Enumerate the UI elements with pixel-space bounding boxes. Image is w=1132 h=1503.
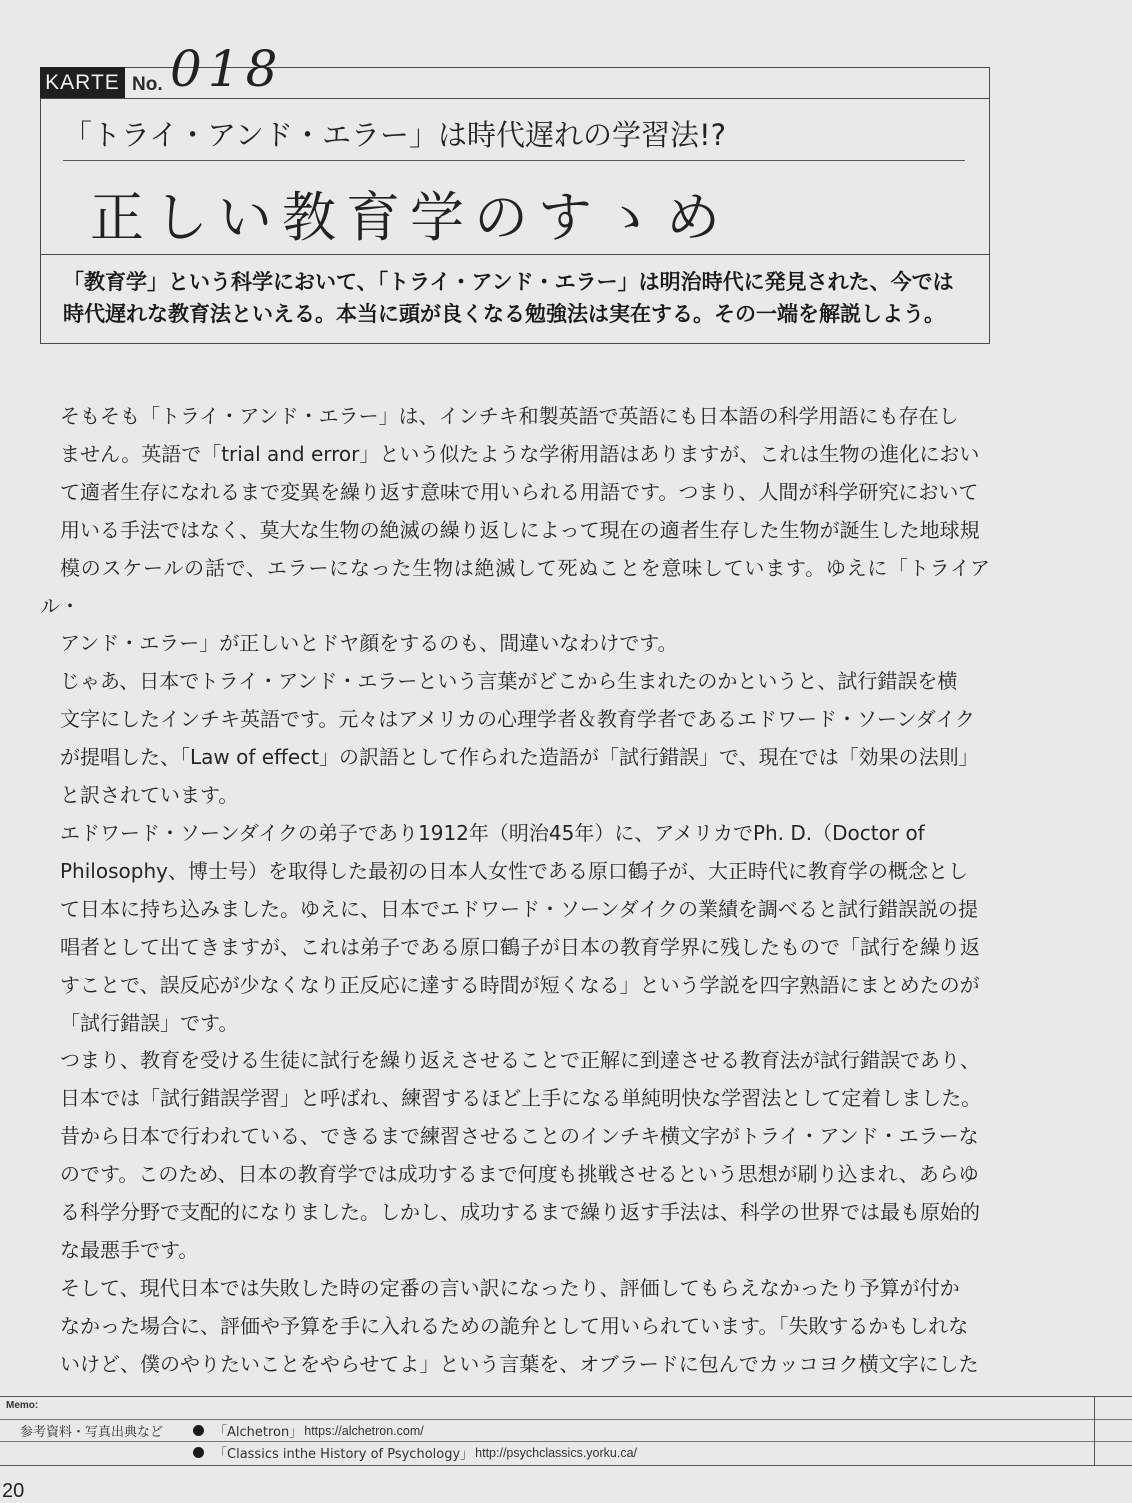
lead-line: 時代遅れな教育法といえる。本当に頭が良くなる勉強法は実在する。その一端を解説しよう。 [63,302,945,326]
body-line: つまり、教育を受ける生徒に試行を繰り返えさせることで正解に到達させる教育法が試行錯誤であり、 [60,1048,980,1073]
body-paragraph-4 [40,1042,990,1269]
bullet-icon [193,1425,204,1436]
body-paragraph-2 [40,663,990,815]
body-line: なかった場合に、評価や予算を手に入れるための詭弁として用いられています。「失敗するかもしれな [60,1313,969,1338]
body-line: 日本では「試行錯誤学習」と呼ばれ、練習するほど上手になる単純明快な学習法として定着しました。 [60,1086,982,1111]
body-line: じゃあ、日本でトライ・アンド・エラーという言葉がどこから生まれたのかというと、試行錯誤を横 [60,669,958,694]
article-body [40,398,990,1384]
body-line: 文字にしたインチキ英語です。元々はアメリカの心理学者＆教育学者であるエドワード・ソーンダイク [60,707,975,732]
lead-line: 「教育学」という科学において、「トライ・アンド・エラー」は明治時代に発見された、今では [63,270,954,294]
body-line: が提唱した、「Law of effect」の訳語として作られた造語が「試行錯誤」で、現在では「効果の法則」 [60,745,979,770]
header-divider-mid [41,254,989,255]
body-line: と訳されています。 [60,783,239,808]
page-number: 20 [2,1480,25,1502]
body-line: 模のスケールの話で、エラーになった生物は絶滅して死ぬことを意味しています。ゆえに「トライアル・ [40,555,990,618]
body-paragraph-5 [40,1270,990,1384]
karte-no-label: No. [132,74,163,95]
karte-tag: KARTE [40,67,125,98]
body-line: Philosophy、博士号）を取得した最初の日本人女性である原口鶴子が、大正時代に教育学の概念とし [60,858,968,883]
body-line: すことで、誤反応が少なくなり正反応に達する時間が短くなる」という学説を四字熟語にまとめたのが [60,972,980,997]
body-line: いけど、僕のやりたいことをやらせてよ」という言葉を、オブラードに包んでカッコヨク横文字にした [60,1351,979,1376]
body-line: そして、現代日本では失敗した時の定番の言い訳になったり、評価してもらえなかったり予算が付か [60,1275,960,1300]
body-line: る科学分野で支配的になりました。しかし、成功するまで繰り返す手法は、科学の世界では最も原始的 [60,1200,980,1225]
article-subtitle: 「トライ・アンド・エラー」は時代遅れの学習法!? [63,113,965,161]
memo-row-divider [0,1441,1132,1442]
memo-row-divider [0,1419,1132,1420]
reference-name: 「Alchetron」 [214,1425,303,1440]
body-line: 用いる手法ではなく、莫大な生物の絶滅の繰り返しによって現在の適者生存した生物が誕生した地球規 [60,517,980,542]
body-line: エドワード・ソーンダイクの弟子であり1912年（明治45年）に、アメリカでPh. D.（Doctor of [60,820,925,845]
body-line: そもそも「トライ・アンド・エラー」は、インチキ和製英語で英語にも日本語の科学用語にも存在し [60,404,959,428]
body-line: のです。このため、日本の教育学では成功するまで何度も挑戦させるという思想が刷り込まれ、あらゆ [60,1162,979,1187]
memo-label: Memo: [6,1400,39,1411]
body-line: て日本に持ち込みました。ゆえに、日本でエドワード・ソーンダイクの業績を調べると試行錯誤説の提 [60,896,978,921]
bullet-icon [193,1447,204,1458]
body-line: て適者生存になれるまで変異を繰り返す意味で用いられる用語です。つまり、人間が科学研究において [60,479,979,504]
article-title: 正しい教育学のすゝめ [90,186,730,249]
body-line: 「試行錯誤」です。 [60,1010,239,1035]
article-lead [63,266,973,330]
reference-heading: 参考資料・写真出典など [20,1425,164,1440]
header-divider-top [41,98,989,99]
body-line: な最悪手です。 [60,1237,199,1262]
karte-number: 018 [170,40,284,98]
body-line: アンド・エラー」が正しいとドヤ顔をするのも、間違いなわけです。 [60,631,678,656]
body-line: 昔から日本で行われている、できるまで練習させることのインチキ横文字がトライ・アンド・エラーな [60,1124,979,1149]
reference-url[interactable]: https://alchetron.com/ [304,1423,424,1438]
memo-column-divider [1094,1397,1095,1465]
body-paragraph-1 [40,398,990,663]
reference-url[interactable]: http://psychclassics.yorku.ca/ [475,1445,638,1460]
reference-name: 「Classics inthe History of Psychology」 [214,1447,474,1462]
reference-item [193,1443,637,1462]
body-line: 唱者として出てきますが、これは弟子である原口鶴子が日本の教育学界に残したもので「試行を繰り返 [60,934,980,959]
body-paragraph-3 [40,815,990,1042]
body-line: ません。英語で「trial and error」という似たような学術用語はありますが、これは生物の進化におい [60,441,980,466]
reference-item [193,1421,424,1440]
